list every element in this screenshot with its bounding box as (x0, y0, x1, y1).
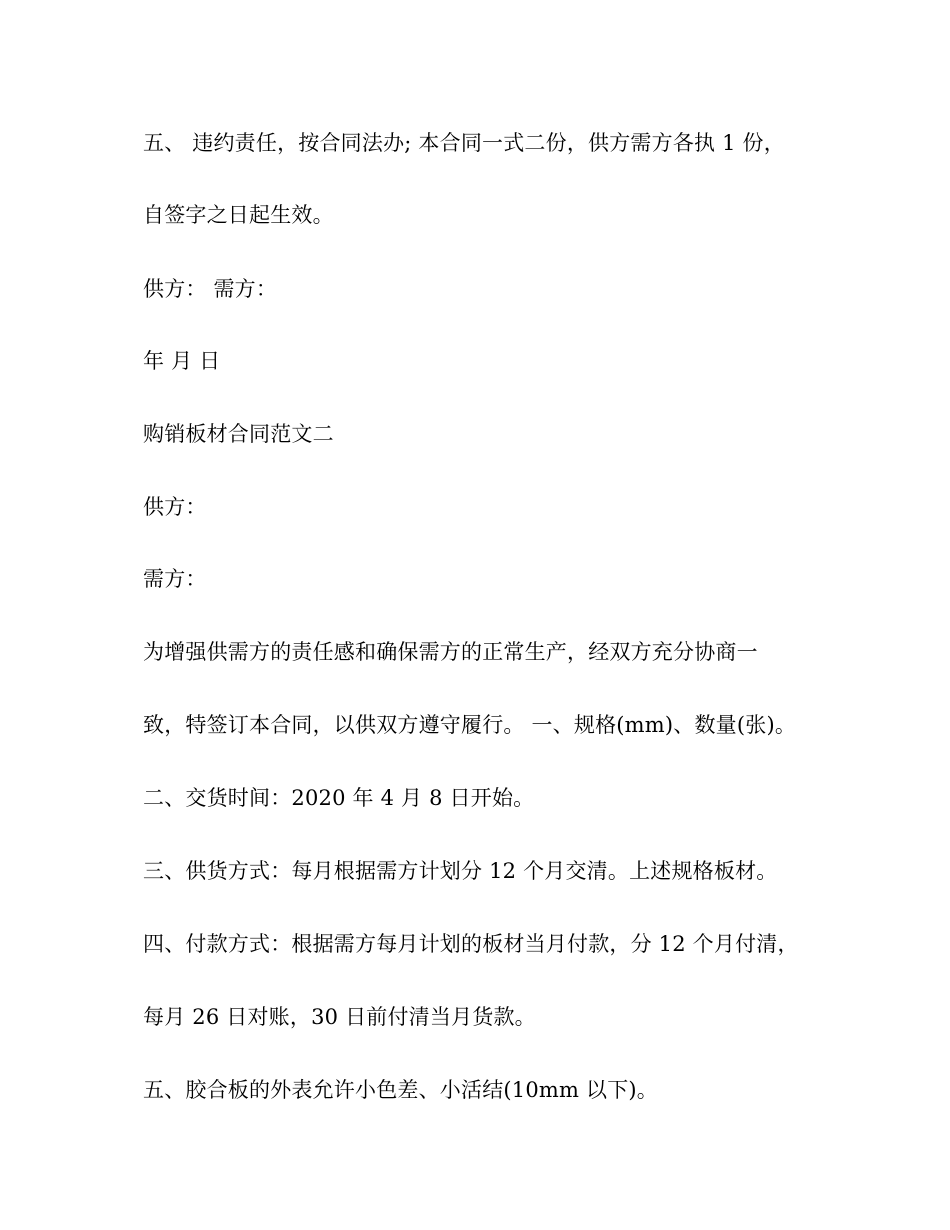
clause-2-delivery-time: 二、交货时间：2020 年 4 月 8 日开始。 (143, 786, 535, 810)
buyer-line: 需方： (143, 567, 207, 591)
clause-3-supply-method: 三、供货方式：每月根据需方计划分 12 个月交清。上述规格板材。 (143, 859, 778, 883)
supplier-line: 供方： (143, 495, 207, 519)
preamble-line-2: 致，特签订本合同，以供双方遵守履行。 一、规格(mm)、数量(张)。 (143, 713, 797, 737)
clause-5-liability-line-1: 五、 违约责任，按合同法办; 本合同一式二份，供方需方各执 1 份， (143, 131, 785, 155)
preamble-line-1: 为增强供需方的责任感和确保需方的正常生产，经双方充分协商一 (143, 640, 758, 664)
clause-4-payment-line-2: 每月 26 日对账，30 日前付清当月货款。 (143, 1005, 536, 1029)
contract-title: 购销板材合同范文二 (143, 422, 334, 446)
signature-parties-line: 供方： 需方： (143, 277, 278, 301)
clause-4-payment-line-1: 四、付款方式：根据需方每月计划的板材当月付款，分 12 个月付清， (143, 932, 799, 956)
date-line: 年 月 日 (143, 349, 221, 373)
clause-5-liability-line-2: 自签字之日起生效。 (143, 203, 334, 227)
clause-5-plywood-surface: 五、胶合板的外表允许小色差、小活结(10mm 以下)。 (143, 1078, 659, 1102)
